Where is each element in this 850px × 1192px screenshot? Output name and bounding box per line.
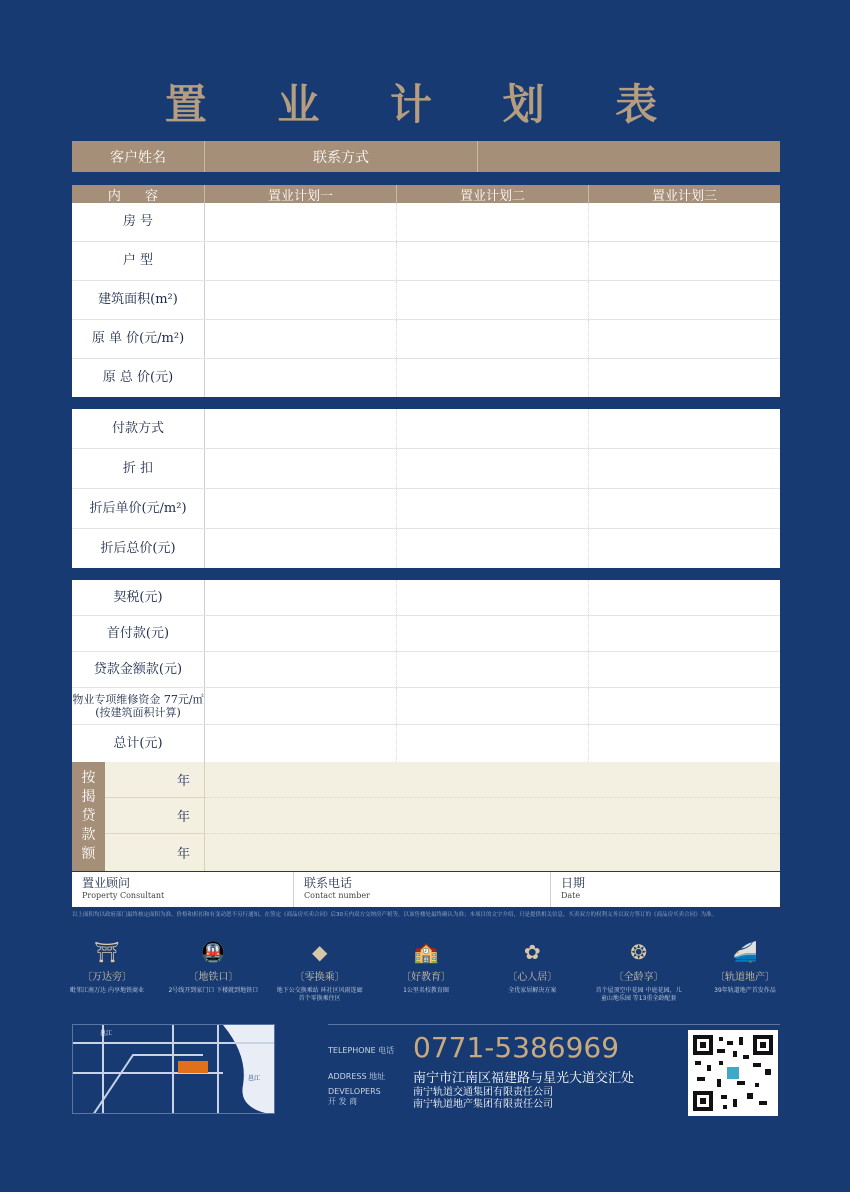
consultant-field[interactable]: 置业顾问 Property Consultant [72, 872, 294, 907]
contact-label: 联系方式 [205, 141, 478, 172]
table-cell[interactable] [397, 409, 589, 448]
addr-label: ADDRESS 地址 [328, 1072, 386, 1081]
date-field[interactable]: 日期 Date [561, 876, 586, 900]
developers: 南宁轨道交通集团有限责任公司 南宁轨道地产集团有限责任公司 [413, 1087, 553, 1110]
feature-item: ✿ 〔心人居〕 全优家居解决方案 [487, 940, 577, 1003]
year-field[interactable]: 年 [176, 846, 190, 862]
table-cell[interactable] [589, 616, 780, 651]
table-cell[interactable] [397, 688, 589, 724]
table-cell[interactable] [589, 489, 780, 528]
mortgage-label: 按 揭 贷 款 额 [72, 762, 105, 871]
signature-row [72, 872, 780, 907]
table-cell[interactable] [397, 359, 589, 397]
feature-item: 🚇 〔地铁口〕 2号线开到家门口 下楼就到地铁口 [168, 940, 259, 994]
table-cell[interactable] [397, 281, 589, 319]
phone-field[interactable]: 联系电话 Contact number [294, 872, 551, 907]
tel-label: TELEPHONE 电话 [328, 1046, 395, 1055]
row-label: 原 总 价(元) [72, 359, 205, 397]
mall-icon: ⛩ [94, 940, 120, 964]
row-label: 总计(元) [72, 725, 205, 762]
table-cell[interactable] [589, 652, 780, 687]
table-cell[interactable] [205, 489, 397, 528]
school-icon: 🏫 [413, 940, 439, 964]
row-label: 折 扣 [72, 449, 205, 488]
mortgage-amount-field[interactable] [205, 798, 780, 834]
table-cell[interactable] [589, 580, 780, 615]
contact-field[interactable] [478, 141, 780, 172]
qr-code-icon [693, 1035, 773, 1111]
feature-item: 🏫 〔好教育〕 1公里名校教育圈 [381, 940, 471, 1003]
table-cell[interactable] [397, 725, 589, 762]
phone-number[interactable]: 0771-5386969 [413, 1031, 620, 1064]
table-cell[interactable] [397, 320, 589, 358]
mortgage-amount-field[interactable] [205, 834, 780, 870]
feature-item: 🚄 〔轨道地产〕 39年轨道地产首发作品 [700, 940, 790, 1003]
row-label: 贷款金额款(元) [72, 652, 205, 687]
table-cell[interactable] [397, 203, 589, 241]
header-plan3: 置业计划三 [651, 188, 717, 204]
section-costs [72, 580, 780, 762]
row-label: 原 单 价(元/m²) [72, 320, 205, 358]
header-plan1: 置业计划一 [205, 185, 397, 203]
header-plan2: 置业计划二 [397, 185, 589, 203]
feature-item: ◆ 〔零换乘〕 地下公交换乘站 环社区风雨连廊 首个零换乘住区 [275, 940, 365, 1003]
table-cell[interactable] [205, 529, 397, 568]
year-field[interactable]: 年 [105, 798, 204, 834]
metro-icon: 🚇 [200, 940, 226, 964]
table-cell[interactable] [205, 409, 397, 448]
train-icon: 🚄 [732, 940, 758, 964]
customer-bar [72, 141, 780, 172]
row-label: 物业专项维修资金 77元/㎡ (按建筑面积计算) [72, 688, 205, 724]
row-label: 付款方式 [72, 409, 205, 448]
table-cell[interactable] [397, 616, 589, 651]
table-cell[interactable] [205, 242, 397, 280]
row-label: 折后总价(元) [72, 529, 205, 568]
table-cell[interactable] [205, 320, 397, 358]
table-cell[interactable] [397, 580, 589, 615]
year-field[interactable]: 年 [105, 762, 204, 798]
address: 南宁市江南区福建路与星光大道交汇处 [413, 1071, 635, 1086]
table-cell[interactable] [205, 449, 397, 488]
table-header [72, 185, 780, 203]
mortgage-amount-field[interactable] [205, 762, 780, 798]
home-icon: ✿ [523, 940, 541, 964]
table-cell[interactable] [589, 320, 780, 358]
table-cell[interactable] [589, 242, 780, 280]
header-content: 内 容 [72, 185, 205, 203]
page-title: 置 业 计 划 表 [164, 80, 686, 129]
feature-item: ⛩ 〔万达旁〕 毗邻江南万达 内享地铁商业 [62, 940, 152, 1003]
map-river-label: 邕江 [100, 1030, 113, 1037]
table-cell[interactable] [589, 449, 780, 488]
location-map [72, 1024, 275, 1114]
transfer-icon: ◆ [311, 940, 328, 964]
map-river-label-2: 邕江 [248, 1075, 261, 1082]
table-cell[interactable] [205, 281, 397, 319]
mortgage-section [72, 762, 780, 871]
row-label: 房 号 [72, 203, 205, 241]
table-cell[interactable] [205, 580, 397, 615]
table-cell[interactable] [589, 281, 780, 319]
section-property [72, 203, 780, 397]
row-label: 折后单价(元/m²) [72, 489, 205, 528]
table-cell[interactable] [205, 725, 397, 762]
table-cell[interactable] [205, 688, 397, 724]
table-cell[interactable] [589, 688, 780, 724]
row-label: 户 型 [72, 242, 205, 280]
age-icon: ❂ [630, 940, 648, 964]
customer-name-label: 客户姓名 [72, 141, 205, 172]
table-cell[interactable] [205, 652, 397, 687]
table-cell[interactable] [397, 529, 589, 568]
feature-item: ❂ 〔全龄享〕 首个屋顶空中花园 中庭花园，儿童山地乐园 等13重全龄配套 [594, 940, 684, 1003]
row-label: 建筑面积(m²) [72, 281, 205, 319]
table-cell[interactable] [397, 242, 589, 280]
table-cell[interactable] [589, 725, 780, 762]
table-cell[interactable] [205, 203, 397, 241]
table-cell[interactable] [589, 409, 780, 448]
map-graphic [73, 1025, 275, 1114]
table-cell[interactable] [589, 529, 780, 568]
row-label: 首付款(元) [72, 616, 205, 651]
feature-list [62, 940, 790, 1003]
table-cell[interactable] [397, 652, 589, 687]
dev-label: DEVELOPERS 开 发 商 [328, 1087, 381, 1106]
section-payment [72, 409, 780, 568]
table-cell[interactable] [205, 616, 397, 651]
table-cell[interactable] [589, 359, 780, 397]
table-cell[interactable] [397, 449, 589, 488]
row-label: 契税(元) [72, 580, 205, 615]
table-cell[interactable] [205, 359, 397, 397]
qr-code[interactable] [688, 1030, 778, 1116]
table-cell[interactable] [397, 489, 589, 528]
table-cell[interactable] [589, 203, 780, 241]
disclaimer: 以上面积均以政府部门最终核定面积为准，价格和折扣和有变动恕不另行通知，在签定《商品房买卖合同》后30天内双方交纳房产税等，以该售楼处最终确认为准；本项目的文字介绍，只是提供相关信息，买卖双方的权利义务以双方签订的《商品房买卖合同》为准。 [72, 912, 718, 918]
